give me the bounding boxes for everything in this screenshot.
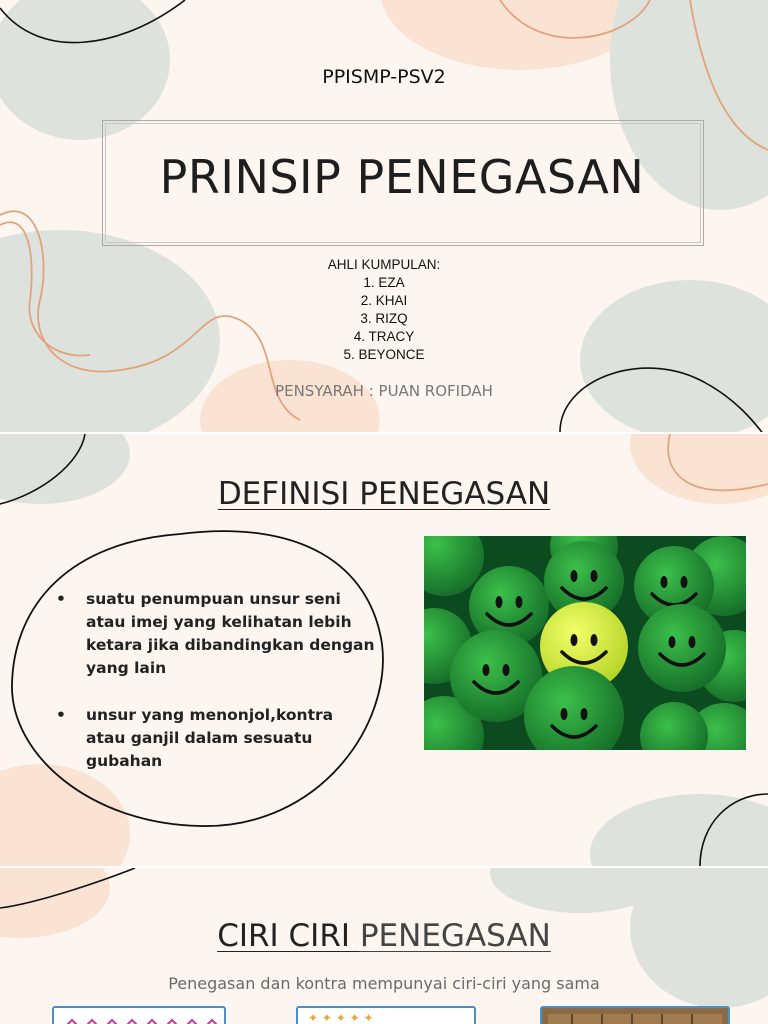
bullet-icon: • [56, 706, 66, 724]
section-title: DEFINISI PENEGASAN [217, 476, 551, 512]
list-item-text: suatu penumpuan unsur seni atau imej yang kelihatan lebih ketara jika dibandingkan dengan yang lain [86, 590, 375, 677]
member-item: 4. TRACY [353, 329, 415, 344]
member-item: 5. BEYONCE [343, 347, 425, 362]
list-item [56, 588, 376, 680]
slide-title [0, 0, 768, 432]
smiley-balls-image [424, 536, 746, 750]
wood-pattern-thumbnail [540, 1006, 730, 1024]
svg-text:✦ ✦ ✦ ✦ ✦: ✦ ✦ ✦ ✦ ✦ [308, 1011, 374, 1024]
section-title-part2: PENEGASAN [359, 918, 551, 954]
star-pattern-thumbnail [296, 1006, 476, 1024]
members-heading: AHLI KUMPULAN: [327, 257, 441, 272]
slide-definition [0, 434, 768, 866]
section-title-part1: CIRI CIRI [217, 918, 360, 954]
list-item-text: unsur yang menonjol,kontra atau ganjil dalam sesuatu gubahan [86, 706, 334, 770]
member-item: 3. RIZQ [360, 311, 408, 326]
member-item: 2. KHAI [360, 293, 408, 308]
zigzag-pattern-thumbnail [52, 1006, 226, 1024]
definition-list [56, 588, 376, 797]
group-members [0, 256, 768, 364]
course-code: PPISMP-PSV2 [322, 66, 446, 88]
section-subtitle: Penegasan dan kontra mempunyai ciri-ciri yang sama [168, 974, 600, 993]
lecturer-label: PENSYARAH : PUAN ROFIDAH [275, 382, 493, 400]
section-title [0, 918, 768, 954]
slide-characteristics [0, 868, 768, 1024]
bullet-icon: • [56, 590, 66, 608]
member-item: 1. EZA [363, 275, 405, 290]
list-item [56, 704, 376, 773]
page-title: PRINSIP PENEGASAN [159, 150, 645, 204]
